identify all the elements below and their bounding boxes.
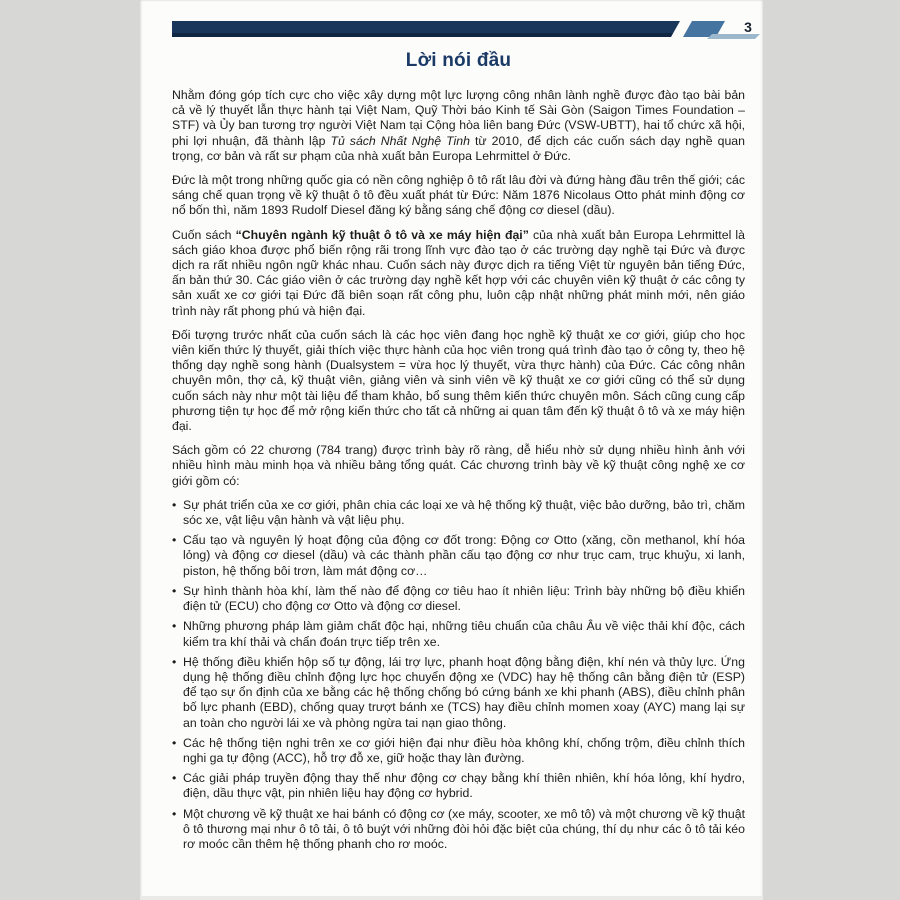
bullet-marker: • xyxy=(172,654,177,669)
list-item-text: Các hệ thống tiện nghi trên xe cơ giới hiện đại như điều hòa không khí, chống trộm, điều chỉnh thích nghi ga tự động (ACC), hỗ trợ đỗ xe, giữ hoặc thay làn đường. xyxy=(183,735,745,765)
bullet-marker: • xyxy=(172,583,177,598)
topics-list xyxy=(172,498,745,852)
paragraph-audience: Đối tượng trước nhất của cuốn sách là các học viên đang học nghề kỹ thuật xe cơ giới, giúp cho học viên kiến thức lý thuyết, giải thích việc thực hành của học viên trong quá trình đào tạo ở công ty, theo hệ thống dạy nghề song hành (Dualsystem = vừa học lý thuyết, vừa thực hành) của Đức. Các công nhân chuyên môn, thợ cả, kỹ thuật viên, giảng viên và sinh viên về kỹ thuật xe cơ giới cũng có thể sử dụng cuốn sách này như một tài liệu để tham khảo, bổ sung thêm kiến thức chuyên môn. Sách cũng cung cấp phương tiện tự học để mở rộng kiến thức cho tất cả những ai quan tâm đến kỹ thuật ô tô và xe máy hiện đại. xyxy=(172,327,745,434)
page-title: Lời nói đầu xyxy=(405,50,512,71)
page-number: 3 xyxy=(744,19,752,35)
list-item-motorcycles-trucks xyxy=(172,807,745,853)
paragraph-structure: Sách gồm có 22 chương (784 trang) được trình bày rõ ràng, dễ hiểu nhờ sử dụng nhiều hình ảnh với nhiều hình màu minh họa và nhiều bảng tổng quát. Các chương trình bày về kỹ thuật công nghệ xe cơ giới gồm có: xyxy=(172,443,745,488)
scan-shadow xyxy=(140,896,763,900)
list-item-emissions xyxy=(172,619,745,649)
list-item-text: Sự phát triển của xe cơ giới, phân chia các loại xe và hệ thống kỹ thuật, việc bảo dưỡng, bảo trì, chăm sóc xe, vật liệu vận hành và vật liệu phụ. xyxy=(183,497,745,528)
page-content xyxy=(140,0,763,852)
list-item-text: Hệ thống điều khiển hộp số tự động, lái trợ lực, phanh hoạt động bằng điện, khí nén và thủy lực. Ứng dụng hệ thống điều chỉnh động lực học chuyển động xe (VDC) hay hệ thống cân bằng điện tử (ESP) để tạo sự ổn định của xe bằng các hệ thống chống bó cứng bánh xe khi phanh (ABS), điều chỉnh phân bố lực phanh (EBD), chống quay trượt bánh xe (TCS) hay điều chỉnh momen xoay (AYC) mang lại sự an toàn cho người lái xe và phòng ngừa tai nạn giao thông. xyxy=(183,654,745,730)
book-series-name: Tủ sách Nhất Nghệ Tinh xyxy=(330,133,470,148)
list-item-text: Các giải pháp truyền động thay thế như động cơ chạy bằng khí thiên nhiên, khí hóa lỏng, khí hydro, điện, dầu thực vật, pin nhiên liệu hay động cơ hybrid. xyxy=(183,771,745,801)
list-item-vehicle-development xyxy=(172,498,745,528)
bullet-marker: • xyxy=(172,735,177,750)
bullet-marker: • xyxy=(172,533,177,548)
paragraph-intro-text-end: từ 2010, để dịch các cuốn sách dạy nghề quan trọng, cơ bản và rất sư phạm của nhà xuất bản Europa Lehrmittel ở Đức. xyxy=(172,133,745,163)
bullet-marker: • xyxy=(172,619,177,634)
bullet-marker: • xyxy=(172,497,177,512)
list-item-fuel-mixture xyxy=(172,584,745,614)
list-item-control-systems xyxy=(172,655,745,731)
list-item-text: Những phương pháp làm giảm chất độc hại, những tiêu chuẩn của châu Âu về việc thải khí độc, cách kiểm tra khí thải và chẩn đoán trực tiếp trên xe. xyxy=(183,619,745,649)
book-title-bold: “Chuyên ngành kỹ thuật ô tô và xe máy hiện đại” xyxy=(235,227,529,242)
list-item-text: Cấu tạo và nguyên lý hoạt động của động cơ đốt trong: Động cơ Otto (xăng, cồn methanol, khí hóa lỏng) và động cơ diesel (dầu) và các thành phần cấu tạo động cơ như trục cam, trục khuỷu, xi lanh, piston, hệ thống bôi trơn, làm mát động cơ… xyxy=(183,533,745,578)
paragraph-intro xyxy=(172,88,745,164)
paragraph-book-text: Cuốn sách xyxy=(172,227,236,242)
paragraph-book-text-end: của nhà xuất bản Europa Lehrmittel là sách giáo khoa được phổ biến rộng rãi trong lĩnh vực đào tạo ở các trường dạy nghề tại Đức và được dịch ra rất nhiều ngôn ngữ khác nhau. Cuốn sách này được dịch ra tiếng Việt từ nguyên bản tiếng Đức, ấn bản thứ 30. Các giáo viên ở các trường dạy nghề kết hợp với các chuyên viên kỹ thuật ở các công ty sản xuất xe cơ giới tại Đức đã biên soạn rất công phu, luôn cập nhật những phát minh mới, nên giáo trình này rất phong phú và hiện đại. xyxy=(172,227,745,318)
bullet-marker: • xyxy=(172,806,177,821)
paragraph-intro-text: Nhằm đóng góp tích cực cho việc xây dựng một lực lượng công nhân lành nghề được đào tạo bài bản cả về lý thuyết lẫn thực hành tại Việt Nam, Quỹ Thời báo Kinh tế Sài Gòn (Saigon Times Foundation – STF) và Ủy ban tương trợ người Việt Nam tại Cộng hòa liên bang Đức (VSW-UBTT), hai tổ chức xã hội, phi lợi nhuận, đã thành lập xyxy=(172,88,745,148)
list-item-comfort-systems xyxy=(172,736,745,766)
bullet-marker: • xyxy=(172,771,177,786)
list-item-alternative-drives xyxy=(172,771,745,801)
paragraph-book xyxy=(172,228,745,319)
list-item-engine-design xyxy=(172,533,745,579)
list-item-text: Một chương về kỹ thuật xe hai bánh có động cơ (xe máy, scooter, xe mô tô) và một chương về kỹ thuật ô tô thương mại như ô tô tải, ô tô buýt với những đòi hỏi đặc biệt của chúng, thí dụ như các ô tô tải kéo rơ moóc cần thêm hệ thống phanh cho rơ moóc. xyxy=(183,806,745,851)
paragraph-germany: Đức là một trong những quốc gia có nền công nghiệp ô tô rất lâu đời và đứng hàng đầu trên thế giới; các sáng chế quan trọng về kỹ thuật ô tô đều xuất phát từ Đức: Năm 1876 Nicolaus Otto phát minh động cơ nổ bốn thì, năm 1893 Rudolf Diesel đăng ký bằng sáng chế động cơ diesel (dầu). xyxy=(172,173,745,218)
list-item-text: Sự hình thành hòa khí, làm thế nào để động cơ tiêu hao ít nhiên liệu: Trình bày những bộ điều khiển điện tử (ECU) cho động cơ Otto và động cơ diesel. xyxy=(183,583,745,614)
book-page xyxy=(140,0,763,900)
